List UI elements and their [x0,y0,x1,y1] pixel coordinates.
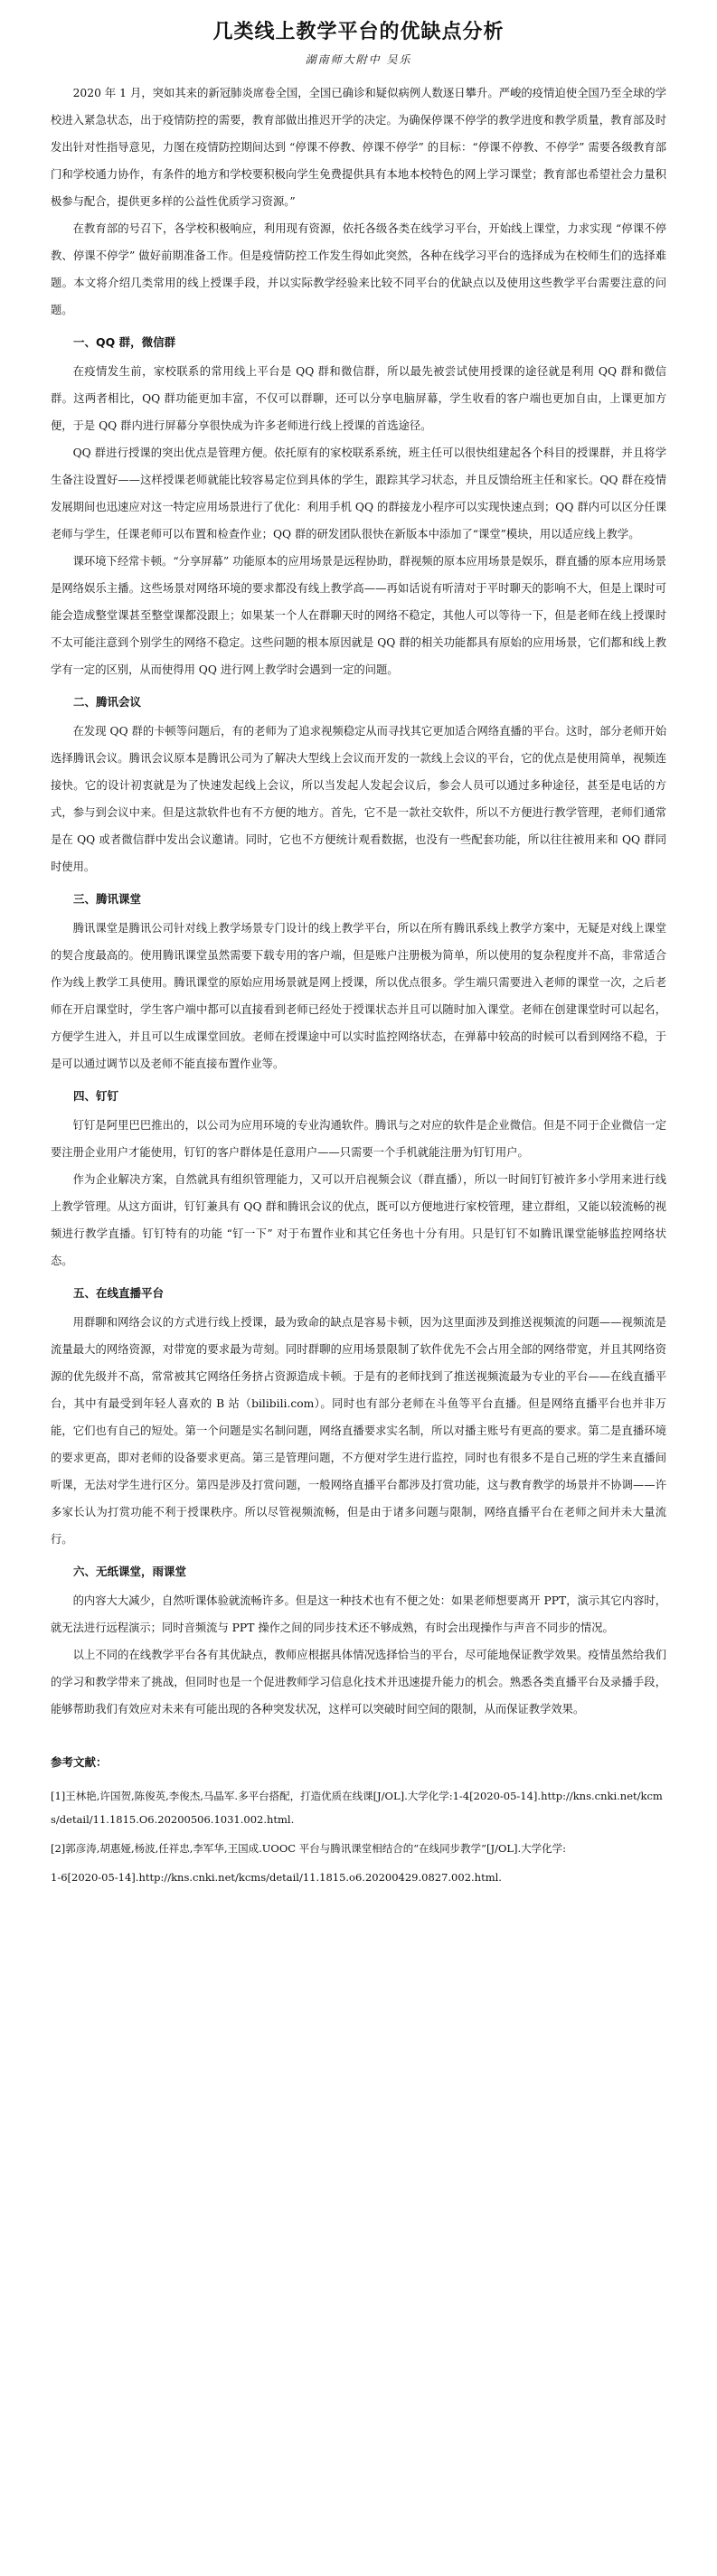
body-paragraph: 在发现 QQ 群的卡顿等问题后，有的老师为了追求视频稳定从而寻找其它更加适合网络直播的平台。这时，部分老师开始选择腾讯会议。腾讯会议原本是腾讯公司为了解决大型线上会议而开发的一款线上会议的平台，它的优点是使用简单，视频连接快。它的设计初衷就是为了快速发起线上会议，所以当发起人发起会议后，参会人员可以通过多种途径，甚至是电话的方式，参与到会议中来。但是这款软件也有不方便的地方。首先，它不是一款社交软件，所以不方便进行教学管理，老师们通常是在 QQ 或者微信群中发出会议邀请。同时，它也不方便统计观看数据，也没有一些配套功能，所以往往被用来和 QQ 群同时使用。 [51,725,666,873]
section-heading: 四、钉钉 [73,1089,119,1103]
author-line: 湖南师大附中 吴乐 [305,53,412,66]
body-paragraph: 作为企业解决方案，自然就具有组织管理能力，又可以开启视频会议（群直播），所以一时间钉钉被许多小学用来进行线上教学管理。从这方面讲，钉钉兼具有 QQ 群和腾讯会议的优点，既可以方便地进行家校管理，建立群组，又能以较流畅的视频进行教学直播。钉钉特有的功能 “钉一下” 对于布置作业和其它任务也十分有用。只是钉钉不如腾讯课堂能够监控网络状态。 [51,1173,666,1267]
document-title: 几类线上教学平台的优缺点分析 [212,21,505,43]
section-heading: 二、腾讯会议 [73,695,142,709]
body-paragraph: 课环境下经常卡顿。“分享屏幕” 功能原本的应用场景是远程协助，群视频的原本应用场景是娱乐，群直播的原本应用场景是网络娱乐主播。这些场景对网络环境的要求都没有线上教学高——再如话说有听清对于平时聊天的影响不大，但是上课时可能会造成整堂课甚至整堂课都没跟上；如果某一个人在群聊天时的网络不稳定，其他人可以等待一下，但是老师在线上授课时不太可能注意到个别学生的网络不稳定。这些问题的根本原因就是 QQ 群的相关功能都具有原始的应用场景，它们都和线上教学有一定的区别，从而使得用 QQ 进行网上教学时会遇到一定的问题。 [51,555,666,676]
intro-paragraph: 在教育部的号召下，各学校积极响应，利用现有资源，依托各级各类在线学习平台，开始线上课堂，力求实现 “停课不停教、停课不停学” 做好前期准备工作。但是疫情防控工作发生得如此突然，各种在线学习平台的选择成为在校师生们的选择难题。本文将介绍几类常用的线上授课手段，并以实际教学经验来比较不同平台的优缺点以及使用这些教学平台需要注意的问题。 [51,222,666,316]
section-heading: 五、在线直播平台 [73,1286,165,1300]
reference-item: [2]郭彦涛,胡惠娅,杨波,任祥忠,李军华,王国成.UOOC 平台与腾讯课堂相结合的“在线同步教学”[J/OL].大学化学: [51,1842,567,1855]
body-paragraph: 在疫情发生前，家校联系的常用线上平台是 QQ 群和微信群，所以最先被尝试使用授课的途径就是利用 QQ 群和微信群。这两者相比，QQ 群功能更加丰富，不仅可以群聊，还可以分享电脑屏幕，学生收看的客户端也更加自由，上课更加方便，于是 QQ 群内进行屏幕分享很快成为许多老师进行线上授课的首选途径。 [51,365,666,432]
body-paragraph: 用群聊和网络会议的方式进行线上授课，最为致命的缺点是容易卡顿，因为这里面涉及到推送视频流的问题——视频流是流量最大的网络资源，对带宽的要求最为苛刻。同时群聊的应用场景限制了软件优先不会占用全部的网络带宽，并且其网络资源的优先级并不高，常常被其它网络任务挤占资源造成卡顿。于是有的老师找到了推送视频流最为专业的平台——在线直播平台，其中有最受到年轻人喜欢的 B 站（bilibili.com）。同时也有部分老师在斗鱼等平台直播。但是网络直播平台也并非万能，它们也有自己的短处。第一个问题是实名制问题，网络直播要求实名制，所以对播主账号有更高的要求。第二是直播环境的要求更高，即对老师的设备要求更高。第三是管理问题，不方便对学生进行监控，同时也有很多不是自己班的学生来直播间听课，无法对学生进行区分。第四是涉及打赏问题，一般网络直播平台都涉及打赏功能，这与教育教学的场景并不协调——许多家长认为打赏功能不利于授课秩序。所以尽管视频流畅，但是由于诸多问题与限制，网络直播平台在老师之间并未大量流行。 [51,1316,666,1546]
body-paragraph: 腾讯课堂是腾讯公司针对线上教学场景专门设计的线上教学平台，所以在所有腾讯系线上教学方案中，无疑是对线上课堂的契合度最高的。使用腾讯课堂虽然需要下载专用的客户端，但是账户注册极为简单，所以使用的复杂程度并不高，非常适合作为线上教学工具使用。腾讯课堂的原始应用场景就是网上授课，所以优点很多。学生端只需要进入老师的课堂一次，之后老师在开启课堂时，学生客户端中都可以直接看到老师已经处于授课状态并且可以随时加入课堂。老师在创建课堂时可以起名，方便学生进入，并且可以生成课堂回放。老师在授课途中可以实时监控网络状态，在弹幕中较高的时候可以看到网络不稳，于是可以通过调节以及老师不能直接布置作业等。 [51,922,666,1070]
section-heading: 一、QQ 群，微信群 [73,335,176,349]
body-paragraph: 的内容大大减少，自然听课体验就流畅许多。但是这一种技术也有不便之处：如果老师想要离开 PPT，演示其它内容时，就无法进行远程演示；同时音频流与 PPT 操作之间的同步技术还不够成熟，有时会出现操作与声音不同步的情况。 [51,1594,666,1634]
body-paragraph: QQ 群进行授课的突出优点是管理方便。依托原有的家校联系系统，班主任可以很快组建起各个科目的授课群，并且将学生备注设置好——这样授课老师就能比较容易定位到具体的学生，跟踪其学习状态，并且反馈给班主任和家长。QQ 群在疫情发展期间也迅速应对这一特定应用场景进行了优化：利用手机 QQ 的群接龙小程序可以实现快速点到；QQ 群内可以区分任课老师与学生，任课老师可以布置和检查作业；QQ 群的研发团队很快在新版本中添加了“课堂”模块，用以适应线上教学。 [51,447,666,541]
body-paragraph: 以上不同的在线教学平台各有其优缺点，教师应根据具体情况选择恰当的平台，尽可能地保证教学效果。疫情虽然给我们的学习和教学带来了挑战，但同时也是一个促进教师学习信息化技术并迅速提升能力的机会。熟悉各类直播平台及录播手段，能够帮助我们有效应对未来有可能出现的各种突发状况，这样可以突破时间空间的限制，从而保证教学效果。 [51,1649,666,1716]
intro-paragraph: 2020 年 1 月，突如其来的新冠肺炎席卷全国，全国已确诊和疑似病例人数逐日攀升。严峻的疫情迫使全国乃至全球的学校进入紧急状态，出于疫情防控的需要，教育部做出推迟开学的决定。为确保停课不停学的教学进度和教学质量，教育部及时发出针对性指导意见，力图在疫情防控期间达到 “停课不停教、停课不停学” 的目标：“停课不停教、不停学” 需要各级教育部门和学校通力协作，有条件的地方和学校要积极向学生免费提供具有本地本校特色的网上学习课堂；教育部也希望社会力量积极参与配合，提供更多样的公益性优质学习资源。” [51,87,666,208]
section-heading: 六、无纸课堂，雨课堂 [73,1565,187,1578]
references [51,1753,666,1889]
references-heading: 参考文献： [51,1755,108,1769]
body-paragraph: 钉钉是阿里巴巴推出的，以公司为应用环境的专业沟通软件。腾讯与之对应的软件是企业微信。但是不同于企业微信一定要注册企业用户才能使用，钉钉的客户群体是任意用户——只需要一个手机就能注册为钉钉用户。 [51,1119,666,1159]
section-heading: 三、腾讯课堂 [73,892,142,906]
reference-item: 1-6[2020-05-14].http://kns.cnki.net/kcms/detail/11.1815.o6.20200429.0827.002.html. [51,1871,502,1884]
reference-item: [1]王林艳,许国贺,陈俊英,李俊杰,马晶军.多平台搭配，打造优质在线课[J/OL].大学化学:1-4[2020-05-14].http://kns.cnki.net/kcms/detail/11.1815.O6.20200506.1031.002.html. [51,1790,663,1826]
